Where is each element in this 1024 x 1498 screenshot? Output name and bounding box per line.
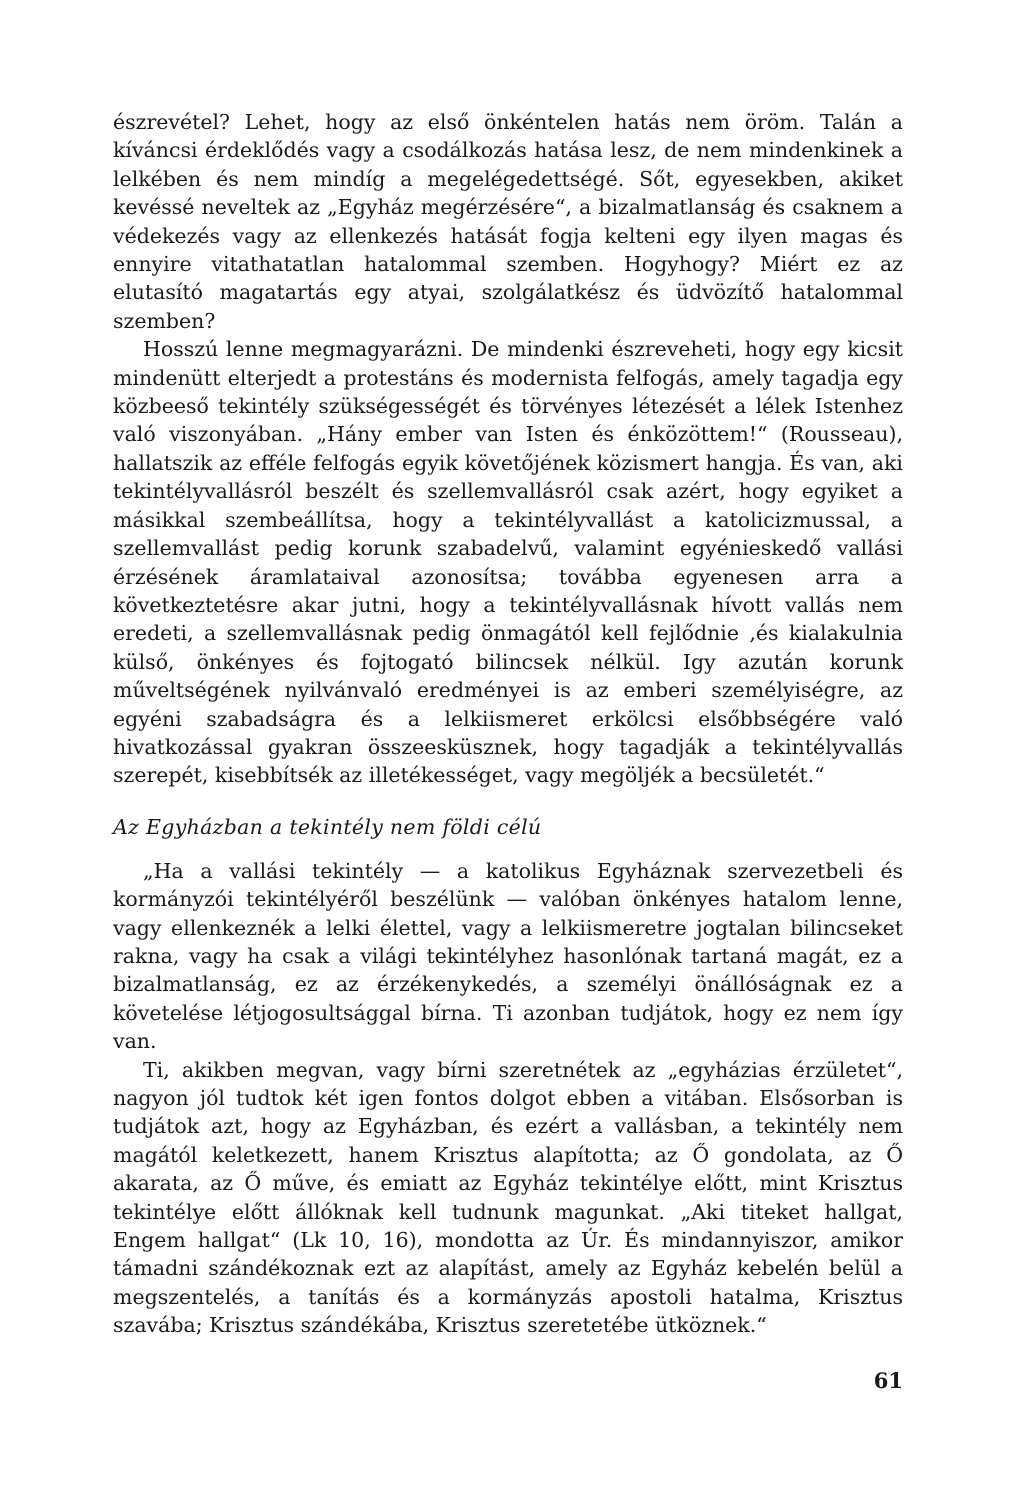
page-number: 61 [873, 1368, 903, 1393]
paragraph-christ: Ti, akikben megvan, vagy bírni szeretnétek az „egyházias érzületet“, nagyon jól tudtok két igen fontos dolgot ebben a vitában. Elsősorban is tudjátok azt, hogy az Egyházban, és ezért a vallásban, a tekintély nem magától keletkezett, hanem Krisztus alapította; az Ő gondolata, az Ő akarata, az Ő műve, és emiatt az Egyház tekintélye előtt, mint Krisztus tekintélye előtt állóknak kell tudnunk magunkat. „Aki titeket hallgat, Engem hallgat“ (Lk 10, 16), mondotta az Úr. És mindannyiszor, amikor támadni szándékoznak ezt az alapítást, amely az Egyház kebelén belül a megszentelés, a tanítás és a kormányzás apostoli hatalma, Krisztus szavába; Krisztus szándékába, Krisztus szeretetébe ütköznek.“ [113, 1057, 903, 1338]
paragraph-rousseau: Hosszú lenne megmagyarázni. De mindenki észreveheti, hogy egy kicsit mindenütt elterjedt a protestáns és modernista felfogás, amely tagadja egy közbeeső tekintély szükségességét és törvényes létezését a lélek Istenhez való viszonyában. „Hány ember van Isten és énközöttem!“ (Rousseau), hallatszik az efféle felfogás egyik követőjének közismert hangja. És van, aki tekintélyvallásról beszélt és szellemvallásról csak azért, hogy egyiket a másikkal szembeállítsa, hogy a tekintélyvallást a katolicizmussal, a szellemvallást pedig korunk szabadelvű, valamint egyénieskedő vallási érzésének áramlataival azonosítsa; továbba egyenesen arra a következtetésre akar jutni, hogy a tekintélyvallásnak hívott vallás nem eredeti, a szellemvallásnak pedig önmagától kell fejlődnie ,és kialakulnia külső, önkényes és fojtogató bilincsek nélkül. Igy azután korunk műveltségének nyilvánvaló eredményei is az emberi személyiségre, az egyéni szabadságra és a lelkiismeret erkölcsi elsőbbségére való hivatkozással gyakran összeesküsznek, hogy tagadják a tekintélyvallás szerepét, kisebbítsék az illetékességet, vagy megöljék a becsületét.“ [113, 337, 903, 788]
paragraph-authority: „Ha a vallási tekintély — a katolikus Egyháznak szervezetbeli és kormányzói tekintélyéről beszélünk — valóban önkényes hatalom lenne, vagy ellenkeznék a lelki élettel, vagy a lelkiismeretre jogtalan bilincseket rakna, vagy ha csak a világi tekintélyhez hasonlónak tartaná magát, ez a bizalmatlanság, ez az érzékenykedés, a személyi önállóságnak ez a követelése létjogosultsággal bírna. Ti azonban tudjátok, hogy ez nem így van. [113, 858, 903, 1054]
paragraph-continuation: észrevétel? Lehet, hogy az első önkéntelen hatás nem öröm. Talán a kíváncsi érdeklődés vagy a csodálkozás hatása lesz, de nem mindenkinek a lelkében és nem mindíg a megelégedettségé. Sőt, egyesekben, akiket kevéssé neveltek az „Egyház megérzésére“, a bizalmatlanság és csaknem a védekezés vagy az ellenkezés hatását fogja kelteni egy ilyen magas és ennyire vitathatatlan hatalommal szemben. Hogyhogy? Miért ez az elutasító magatartás egy atyai, szolgálatkész és üdvözítő hatalommal szemben? [113, 110, 903, 333]
section-heading: Az Egyházban a tekintély nem földi célú [113, 814, 542, 839]
page-body [113, 108, 903, 1340]
